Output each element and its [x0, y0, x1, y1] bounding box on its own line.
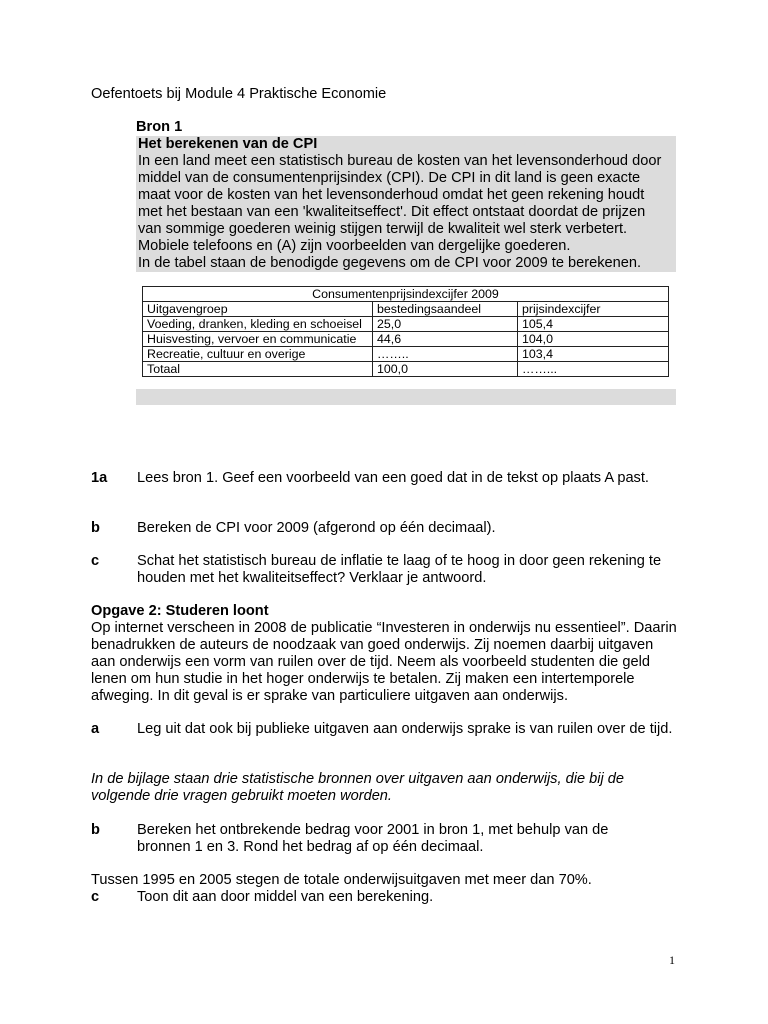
table-cell: Recreatie, cultuur en overige: [143, 347, 373, 362]
table-header-cell: Uitgavengroep: [143, 302, 373, 317]
question-1c: [91, 553, 681, 587]
question-number: c: [91, 889, 100, 905]
question-text: Bereken het ontbrekende bedrag voor 2001 in bron 1, met behulp van de bronnen 1 en 3. Rond het bedrag af op één decimaal.: [137, 822, 609, 855]
question-text: Bereken de CPI voor 2009 (afgerond op één decimaal).: [137, 520, 496, 536]
question-2a: [91, 721, 681, 738]
table-cell: Huisvesting, vervoer en communicatie: [143, 332, 373, 347]
table-row: [143, 347, 669, 362]
question-number: b: [91, 520, 100, 536]
question-text: Toon dit aan door middel van een berekening.: [137, 889, 434, 905]
table-cell: ……..: [373, 347, 518, 362]
table-row: [143, 362, 669, 377]
table-cell: 25,0: [373, 317, 518, 332]
question-number: 1a: [91, 470, 108, 486]
table-cell: 104,0: [518, 332, 669, 347]
question-2c: [91, 889, 681, 906]
cpi-table: [142, 286, 669, 377]
table-cell: Totaal: [143, 362, 373, 377]
table-header-cell: bestedingsaandeel: [373, 302, 518, 317]
table-header-row: [143, 302, 669, 317]
opgave-2-section: [91, 603, 681, 705]
document-title: Oefentoets bij Module 4 Praktische Economie: [91, 86, 387, 102]
appendix-note: In de bijlage staan drie statistische bronnen over uitgaven aan onderwijs, die bij de volgende drie vragen gebruikt moeten worden.: [91, 771, 625, 804]
cpi-table-container: [136, 272, 676, 389]
table-cell: Voeding, dranken, kleding en schoeisel: [143, 317, 373, 332]
question-text: Leg uit dat ook bij publieke uitgaven aan onderwijs sprake is van ruilen over de tijd.: [137, 721, 673, 737]
source-1-paragraph: In een land meet een statistisch bureau de kosten van het levensonderhoud door middel van de consumentenprijsindex (CPI). De CPI in dit land is geen exacte maat voor de kosten van het levensonderhoud omdat het geen rekening houdt met het bestaan van een 'kwaliteitseffect'. Dit effect ontstaat doordat de prijzen van sommige goederen weinig stijgen terwijl de kwaliteit wel sterk verbetert. Mobiele telefoons en (A) zijn voorbeelden van dergelijke goederen.: [138, 153, 662, 254]
source-1-bottom-strip: [136, 389, 676, 405]
table-header-cell: prijsindexcijfer: [518, 302, 669, 317]
table-cell: ……...: [518, 362, 669, 377]
source-1-table-intro: In de tabel staan de benodigde gegevens om de CPI voor 2009 te berekenen.: [138, 255, 642, 271]
source-1-heading: Het berekenen van de CPI: [138, 136, 318, 152]
question-number: a: [91, 721, 100, 737]
table-cell: 105,4: [518, 317, 669, 332]
statement-text: Tussen 1995 en 2005 stegen de totale onderwijsuitgaven met meer dan 70%.: [91, 872, 592, 888]
table-cell: 100,0: [373, 362, 518, 377]
question-text: Lees bron 1. Geef een voorbeeld van een goed dat in de tekst op plaats A past.: [137, 470, 649, 486]
question-text: Schat het statistisch bureau de inflatie te laag of te hoog in door geen rekening te houden met het kwaliteitseffect? Verklaar je antwoord.: [137, 553, 662, 586]
table-caption: Consumentenprijsindexcijfer 2009: [143, 287, 669, 302]
table-cell: 44,6: [373, 332, 518, 347]
page-number: 1: [669, 953, 675, 967]
table-row: [143, 332, 669, 347]
question-number: c: [91, 553, 100, 569]
opgave-2-heading: Opgave 2: Studeren loont: [91, 603, 269, 619]
source-1-box: [136, 119, 676, 405]
question-number: b: [91, 822, 100, 838]
question-1b: [91, 520, 681, 537]
table-cell: 103,4: [518, 347, 669, 362]
question-1a: [91, 470, 681, 487]
table-row: [143, 317, 669, 332]
question-2b: [91, 822, 681, 856]
table-caption-row: [143, 287, 669, 302]
source-1-label: Bron 1: [136, 119, 676, 136]
source-1-text-block: [136, 136, 676, 272]
opgave-2-paragraph: Op internet verscheen in 2008 de publicatie “Investeren in onderwijs nu essentieel”. Daarin benadrukken de auteurs de noodzaak van goed onderwijs. Zij noemen daarbij uitgaven aan onderwijs een vorm van ruilen over de tijd. Neem als voorbeeld studenten die geld lenen om hun studie in het hoger onderwijs te betalen. Zij maken een intertemporele afweging. In dit geval is er sprake van particuliere uitgaven aan onderwijs.: [91, 620, 677, 704]
